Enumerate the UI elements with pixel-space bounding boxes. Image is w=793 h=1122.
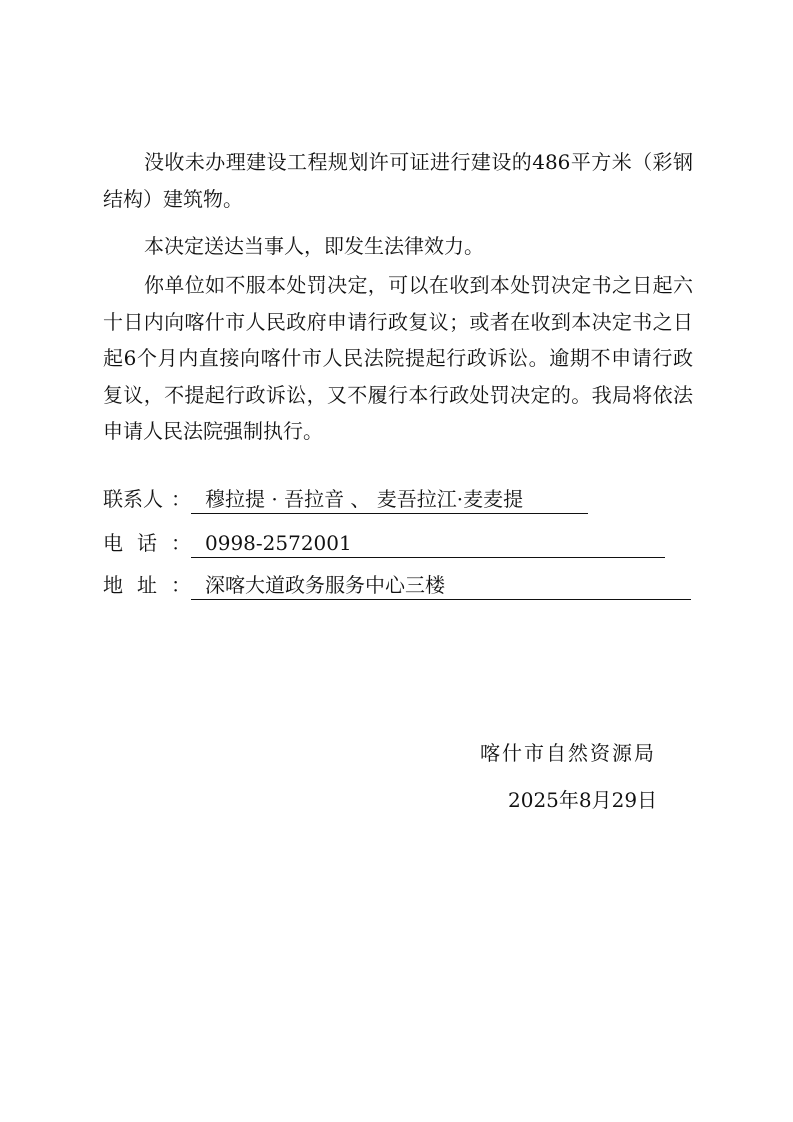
- issuing-organization: 喀什市自然资源局: [480, 741, 656, 765]
- phone-value: 0998-2572001: [191, 528, 665, 558]
- paragraph-effect: 本决定送达当事人，即发生法律效力。: [144, 234, 484, 258]
- contact-person-colon: ：: [171, 487, 191, 511]
- paragraph-confiscation: 没收未办理建设工程规划许可证进行建设的486平方米（彩钢结构）建筑物。: [103, 150, 693, 211]
- phone-colon: ：: [171, 531, 191, 555]
- paragraph-appeal-rights: 你单位如不服本处罚决定，可以在收到本处罚决定书之日起六十日内向喀什市人民政府申请行政复议；或者在收到本决定书之日起6个月内直接向喀什市人民法院提起行政诉讼。逾期不申请行政复议，不提起行政诉讼，又不履行本行政处罚决定的。我局将依法申请人民法院强制执行。: [103, 273, 693, 443]
- contact-person-value: 穆拉提 · 吾拉音 、 麦吾拉江·麦麦提: [191, 484, 588, 514]
- issue-date: 2025年8月29日: [508, 788, 658, 812]
- phone-label: 电话: [103, 531, 171, 555]
- address-label: 地址: [103, 573, 171, 597]
- address-colon: ：: [171, 573, 191, 597]
- address-value: 深喀大道政务服务中心三楼: [191, 570, 691, 600]
- contact-person-label: 联系人: [103, 487, 163, 511]
